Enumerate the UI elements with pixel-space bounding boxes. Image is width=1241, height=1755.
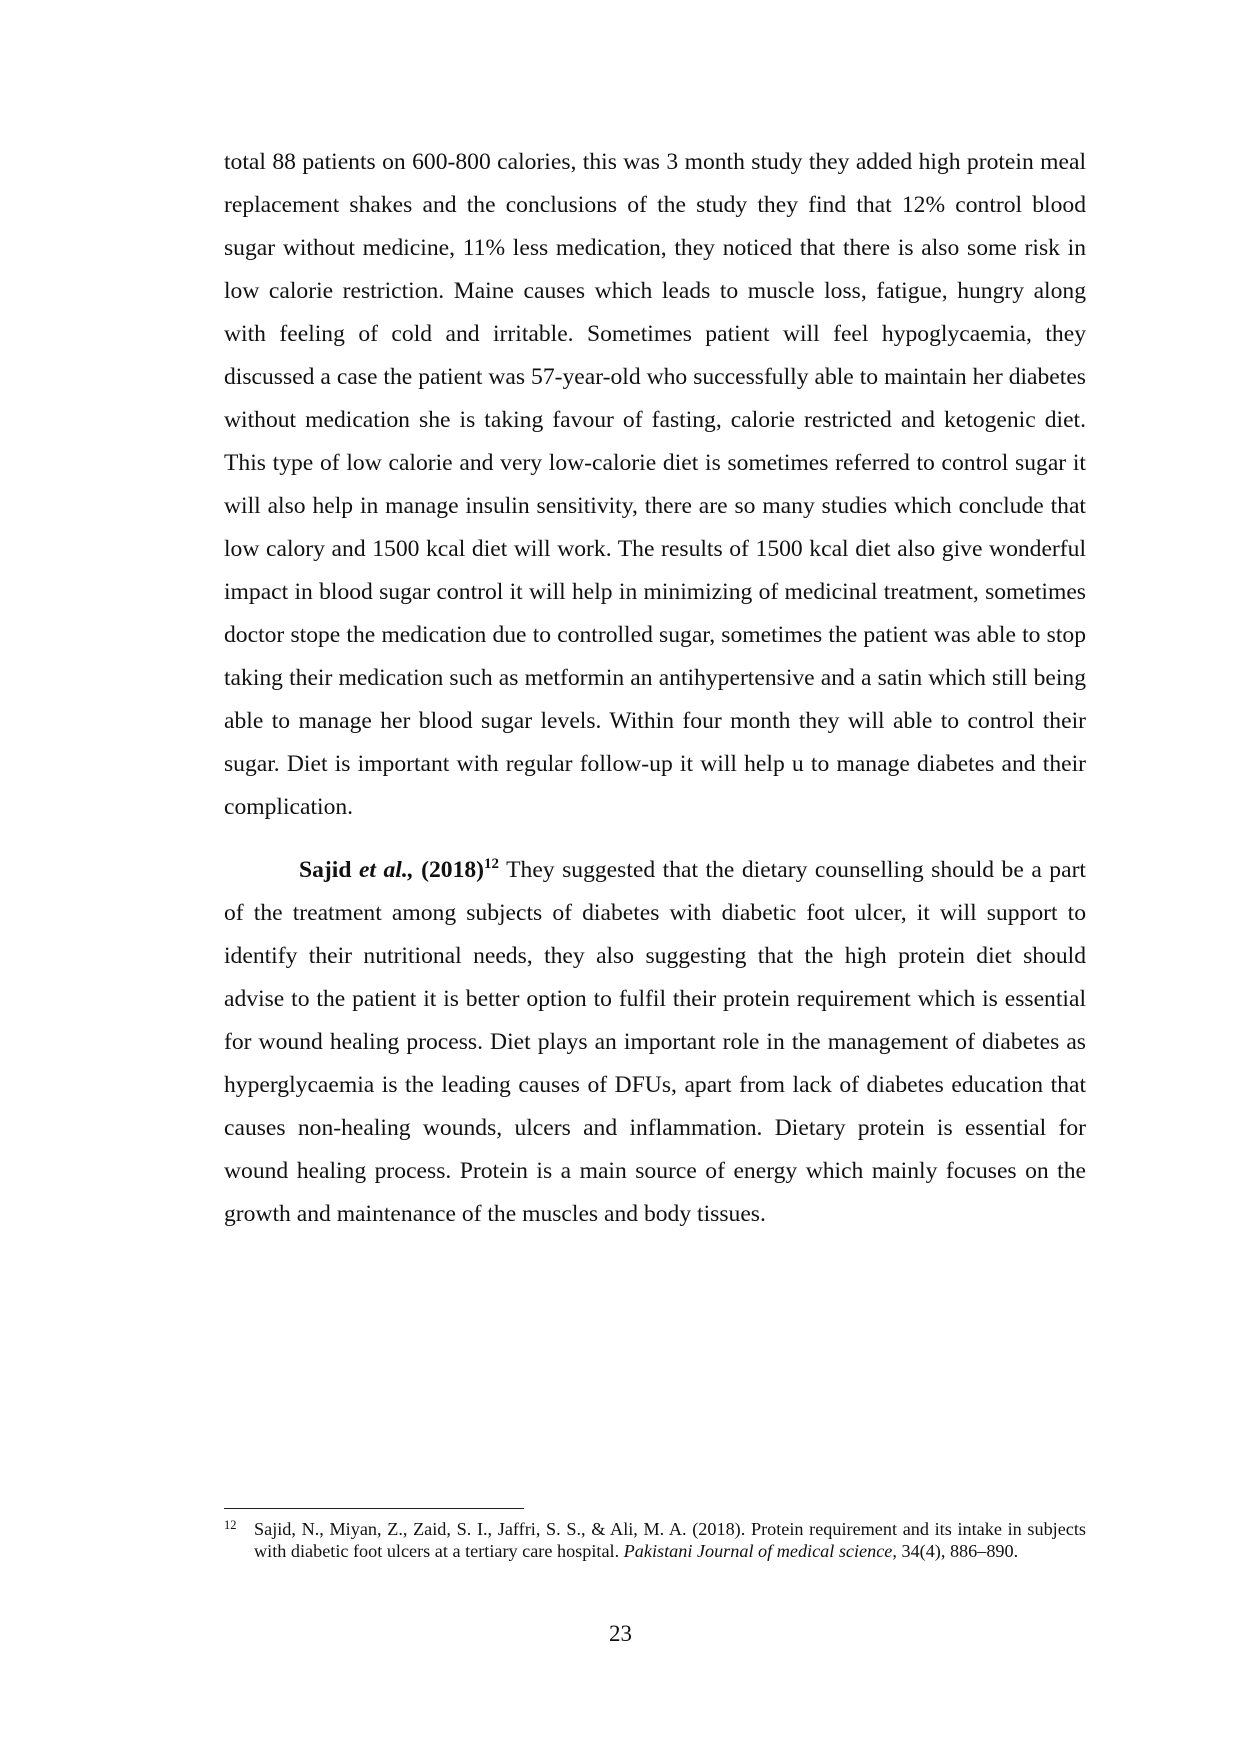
footnote-reference[interactable]: 12 bbox=[484, 856, 500, 873]
footnote-journal: Pakistani Journal of medical science bbox=[623, 1541, 893, 1561]
footnote-volume: , 34(4), 886–890. bbox=[892, 1541, 1019, 1561]
footnote bbox=[224, 1518, 1086, 1562]
body-text bbox=[224, 141, 1086, 1236]
page-number: 23 bbox=[609, 1621, 632, 1646]
footnote-separator bbox=[224, 1508, 524, 1509]
footnote-citation: Sajid, N., Miyan, Z., Zaid, S. I., Jaffri, S. S., & Ali, M. A. (2018). Protein requirement and its intake in subjects with diabetic foot ulcers at a tertiary care hospital. bbox=[254, 1519, 1086, 1561]
citation-etal: et al., bbox=[358, 857, 414, 883]
paragraph-2 bbox=[224, 849, 1086, 1236]
paragraph-2-text: They suggested that the dietary counselling should be a part of the treatment among subjects of diabetes with diabetic foot ulcer, it will support to identify their nutritional needs, they also suggesting that the high protein diet should advise to the patient it is better option to fulfil their protein requirement which is essential for wound healing process. Diet plays an important role in the management of diabetes as hyperglycaemia is the leading causes of DFUs, apart from lack of diabetes education that causes non-healing wounds, ulcers and inflammation. Dietary protein is essential for wound healing process. Protein is a main source of energy which mainly focuses on the growth and maintenance of the muscles and body tissues. bbox=[224, 857, 1086, 1227]
footnote-text bbox=[254, 1518, 1086, 1562]
citation-year: (2018) bbox=[413, 857, 485, 883]
paragraph-1: total 88 patients on 600-800 calories, this was 3 month study they added high protein meal replacement shakes and the conclusions of the study they find that 12% control blood sugar without medicine, 11% less medication, they noticed that there is also some risk in low calorie restriction. Maine causes which leads to muscle loss, fatigue, hungry along with feeling of cold and irritable. Sometimes patient will feel hypoglycaemia, they discussed a case the patient was 57-year-old who successfully able to maintain her diabetes without medication she is taking favour of fasting, calorie restricted and ketogenic diet. This type of low calorie and very low-calorie diet is sometimes referred to control sugar it will also help in manage insulin sensitivity, there are so many studies which conclude that low calory and 1500 kcal diet will work. The results of 1500 kcal diet also give wonderful impact in blood sugar control it will help in minimizing of medicinal treatment, sometimes doctor stope the medication due to controlled sugar, sometimes the patient was able to stop taking their medication such as metformin an antihypertensive and a satin which still being able to manage her blood sugar levels. Within four month they will able to control their sugar. Diet is important with regular follow-up it will help u to manage diabetes and their complication. bbox=[224, 149, 1086, 820]
citation-author: Sajid bbox=[299, 857, 359, 883]
footnote-number: 12 bbox=[224, 1518, 237, 1532]
